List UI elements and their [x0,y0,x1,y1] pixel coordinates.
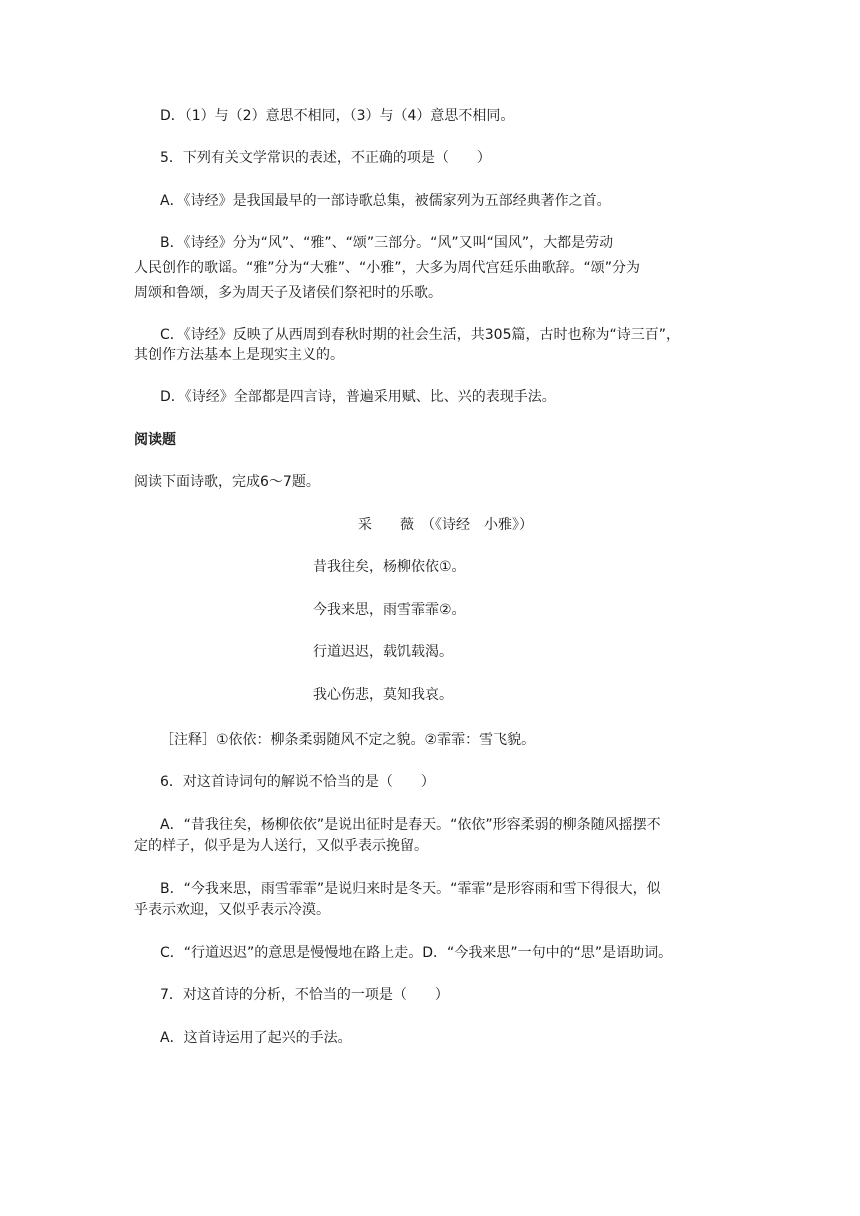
poem-line: 今我来思，雨雪霏霏②。 [313,602,466,618]
q5-stem: 5．下列有关文学常识的表述，不正确的项是（ ） [160,150,491,166]
q5-option-a: A．《诗经》是我国最早的一部诗歌总集，被儒家列为五部经典著作之首。 [160,193,611,209]
annotation: ［注释］①依依：柳条柔弱随风不定之貌。②霏霏：雪飞貌。 [160,732,536,748]
poem-line: 行道迟迟，载饥载渴。 [313,644,453,660]
q5-option-b-line1: B．《诗经》分为“风”、“雅”、“颂”三部分。“风”又叫“国风”，大都是劳动 [160,235,614,251]
poem-line: 昔我往矣，杨柳依依①。 [313,559,466,575]
section-heading: 阅读题 [134,432,176,448]
q6-option-b-line2: 乎表示欢迎，又似乎表示冷漠。 [134,902,330,918]
q5-option-c-line2: 其创作方法基本上是现实主义的。 [134,347,344,363]
q6-option-a-line2: 定的样子，似乎是为人送行，又似乎表示挽留。 [134,838,428,854]
q7-option-a: A．这首诗运用了起兴的手法。 [160,1030,352,1046]
q6-stem: 6．对这首诗词句的解说不恰当的是（ ） [160,774,435,790]
q6-option-c-d: C．“行道迟迟”的意思是慢慢地在路上走。D．“今我来思”一句中的“思”是语助词。 [160,945,673,961]
reading-intro: 阅读下面诗歌，完成6～7题。 [134,474,320,490]
q6-option-a-line1: A．“昔我往矣，杨柳依依”是说出征时是春天。“依依”形容柔弱的柳条随风摇摆不 [160,817,661,833]
poem-line: 我心伤悲，莫知我哀。 [313,687,453,703]
q6-option-b-line1: B．“今我来思，雨雪霏霏”是说归来时是冬天。“霏霏”是形容雨和雪下得很大，似 [160,881,661,897]
q5-option-d: D．《诗经》全部都是四言诗，普遍采用赋、比、兴的表现手法。 [160,389,556,405]
q5-option-b-line2: 人民创作的歌谣。“雅”分为“大雅”、“小雅”，大多为周代宫廷乐曲歌辞。“颂”分为 [134,260,641,276]
q4-option-d: D．（1）与（2）意思不相同，（3）与（4）意思不相同。 [160,108,515,124]
poem-title: 采 薇 （《诗经 小雅》） [358,517,533,533]
q5-option-c-line1: C．《诗经》反映了从西周到春秋时期的社会生活，共305篇，古时也称为“诗三百”， [160,327,681,343]
q7-stem: 7．对这首诗的分析，不恰当的一项是（ ） [160,987,449,1003]
q5-option-b-line3: 周颂和鲁颂，多为周天子及诸侯们祭祀时的乐歌。 [134,285,442,301]
